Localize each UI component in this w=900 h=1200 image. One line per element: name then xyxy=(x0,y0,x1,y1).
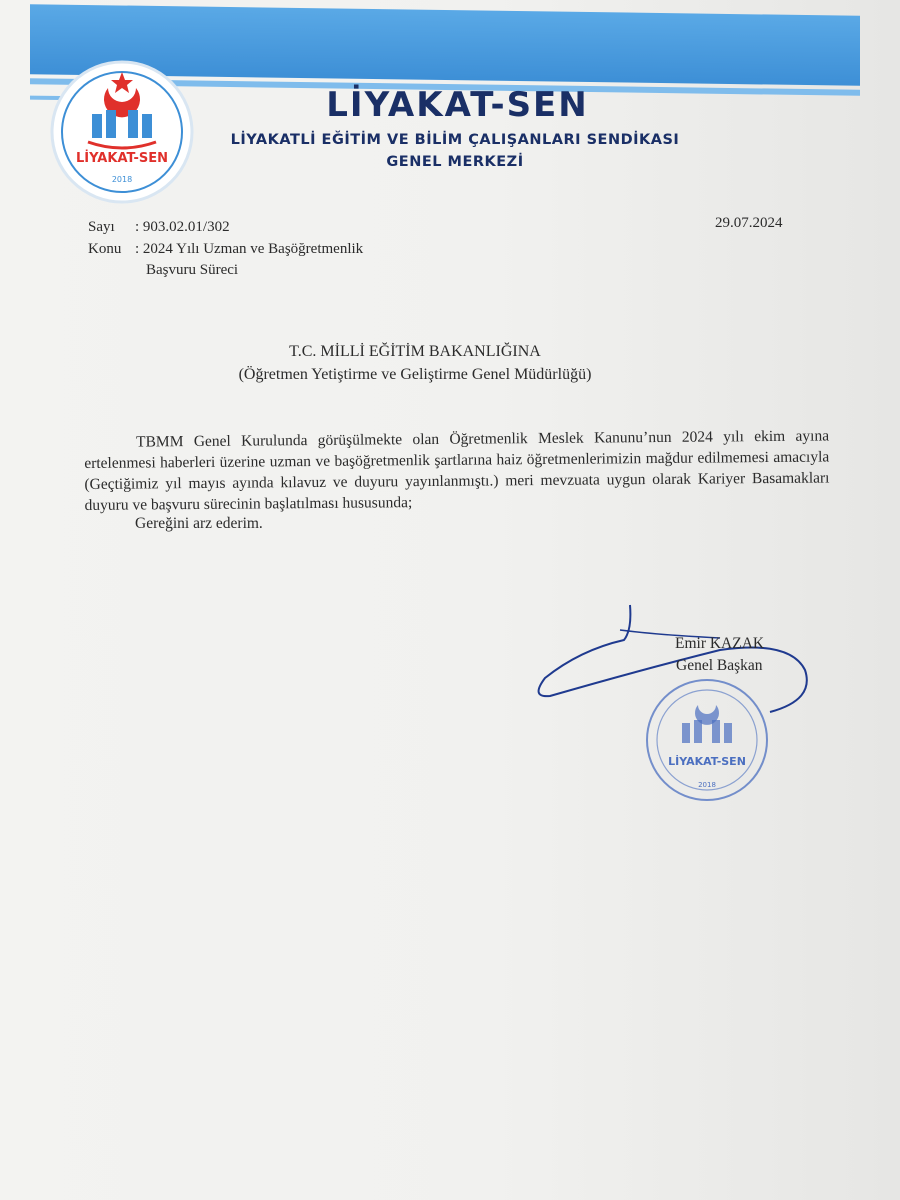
stamp-year: 2018 xyxy=(698,781,716,789)
union-logo xyxy=(48,58,196,206)
sayi-value: : 903.02.01/302 xyxy=(135,219,230,235)
konu-value-line2: Başvuru Süreci xyxy=(146,262,239,278)
org-full-name: LİYAKATLİ EĞİTİM VE BİLİM ÇALIŞANLARI SENDİKASI xyxy=(230,132,680,148)
body-paragraph: TBMM Genel Kurulunda görüşülmekte olan Öğretmenlik Meslek Kanunu’nun 2024 yılı ekim ayına ertelenmesi haberleri üzerine uzman ve başöğretmenlik şartlarına haiz öğretmenlerimizin mağdur edilmemesi amacıyla (Geçtiğimiz yıl mayıs ayında kılavuz ve duyuru yayınlanmıştı.) meri mevzuata uygun olarak Kariyer Basamakları duyuru ve başvuru sürecinin başlatılması hususunda; xyxy=(84,427,830,514)
logo-text: LİYAKAT-SEN xyxy=(76,151,168,166)
official-stamp xyxy=(640,675,775,805)
addressee-line1: T.C. MİLLİ EĞİTİM BAKANLIĞINA xyxy=(289,343,541,360)
addressee-line2: (Öğretmen Yetiştirme ve Geliştirme Genel Müdürlüğü) xyxy=(238,366,592,383)
logo-year: 2018 xyxy=(111,175,133,184)
konu-label: Konu xyxy=(88,241,122,257)
sayi-label: Sayı xyxy=(88,219,115,235)
letter-date: 29.07.2024 xyxy=(715,215,783,231)
org-name: LİYAKAT-SEN xyxy=(326,85,589,125)
signatory-name: Emir KAZAK xyxy=(675,635,765,652)
signatory-title: Genel Başkan xyxy=(676,657,763,674)
closing-line: Gereğini arz ederim. xyxy=(135,515,263,532)
org-office: GENEL MERKEZİ xyxy=(386,154,524,170)
stamp-text: LİYAKAT-SEN xyxy=(668,755,746,768)
konu-value-line1: : 2024 Yılı Uzman ve Başöğretmenlik xyxy=(135,241,364,257)
